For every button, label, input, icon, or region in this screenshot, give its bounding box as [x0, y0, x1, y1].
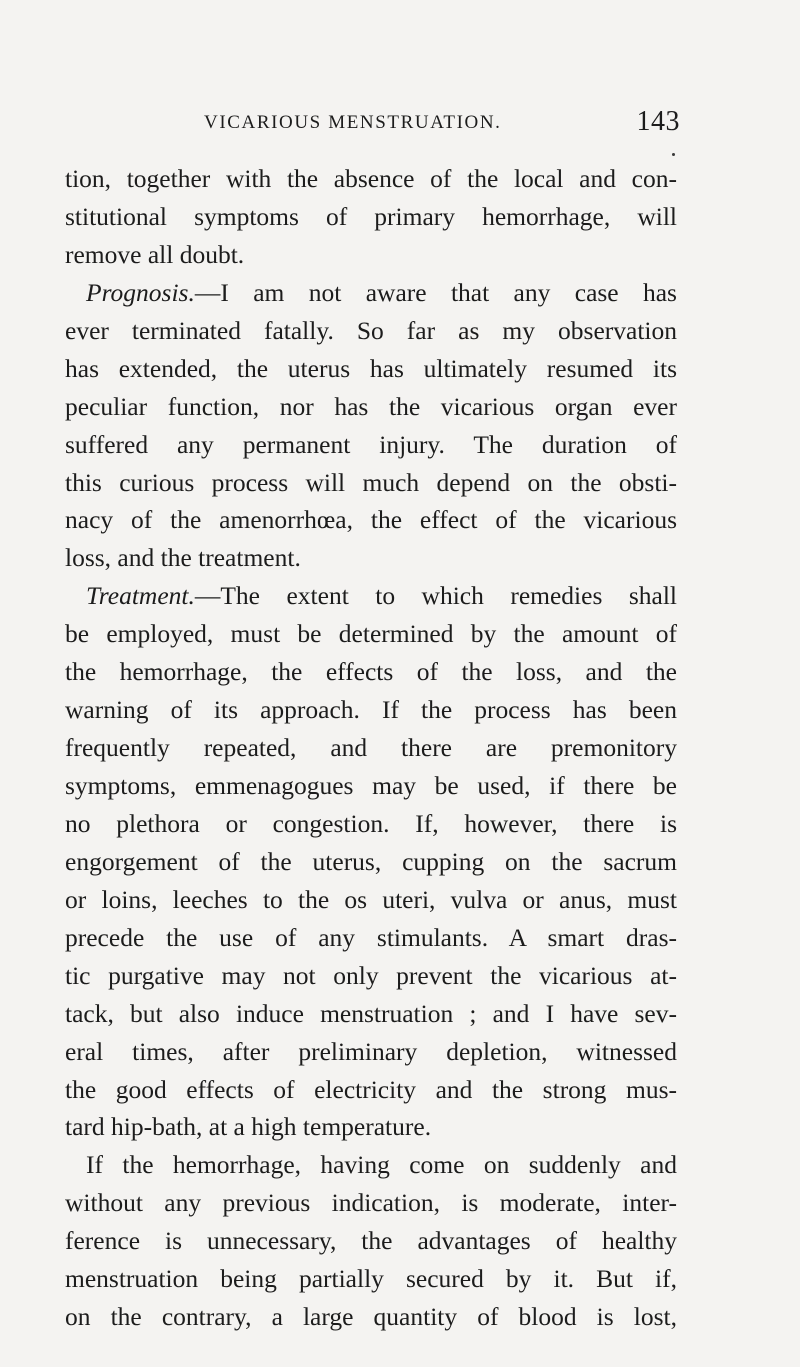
- text-line: symptoms, emmenagogues may be used, if there be: [65, 771, 677, 800]
- text-line: this curious process will much depend on the obsti-: [65, 467, 677, 497]
- text-line: eral times, after preliminary depletion, witnessed: [65, 1036, 677, 1066]
- text-line: peculiar function, nor has the vicarious organ ever: [65, 391, 677, 421]
- text-line: ference is unnecessary, the advantages of healthy: [65, 1226, 677, 1256]
- text-line: without any previous indication, is moderate, inter-: [65, 1188, 677, 1218]
- section-term-prognosis: Prognosis.: [86, 277, 195, 307]
- text-line: ever terminated fatally. So far as my observation: [65, 315, 677, 345]
- text-line: the good effects of electricity and the strong mus-: [65, 1074, 677, 1104]
- text-line: suffered any permanent injury. The duration of: [65, 429, 677, 459]
- text-line: [65, 577, 677, 615]
- text-line: loss, and the treatment.: [65, 543, 301, 573]
- text-line: or loins, leeches to the os uteri, vulva or anus, must: [65, 884, 677, 914]
- text-line: be employed, must be determined by the amount of: [65, 619, 677, 649]
- running-head: [204, 106, 680, 140]
- text-line: nacy of the amenorrhœa, the effect of the vicarious: [65, 505, 677, 535]
- text-line: on the contrary, a large quantity of blood is lost,: [65, 1302, 677, 1332]
- text-line: tard hip-bath, at a high temperature.: [65, 1112, 432, 1142]
- text-line: no plethora or congestion. If, however, there is: [65, 808, 677, 838]
- text-line: precede the use of any stimulants. A smart dras-: [65, 922, 677, 952]
- page-number: 143: [636, 106, 680, 137]
- text-line: engorgement of the uterus, cupping on the sacrum: [65, 846, 677, 876]
- body-text: [65, 160, 677, 1336]
- text-run: —The extent to which remedies shall: [194, 581, 677, 611]
- text-run: —I am not aware that any case has: [194, 277, 677, 307]
- text-line: the hemorrhage, the effects of the loss, and the: [65, 657, 677, 687]
- text-line: tack, but also induce menstruation ; and I have sev-: [65, 998, 677, 1028]
- text-line: If the hemorrhage, having come on suddenly and: [86, 1150, 677, 1180]
- text-line: warning of its approach. If the process has been: [65, 695, 677, 725]
- text-line: menstruation being partially secured by it. But if,: [65, 1264, 677, 1294]
- printer-mark: [672, 153, 675, 156]
- text-line: [65, 274, 677, 312]
- text-line: stitutional symptoms of primary hemorrhage, will: [65, 201, 677, 231]
- text-line: remove all doubt.: [65, 239, 245, 269]
- text-line: tion, together with the absence of the local and con-: [65, 164, 677, 193]
- section-term-treatment: Treatment.: [86, 581, 195, 611]
- running-title: VICARIOUS MENSTRUATION.: [204, 112, 502, 133]
- text-line: has extended, the uterus has ultimately resumed its: [65, 353, 677, 383]
- text-line: frequently repeated, and there are premonitory: [65, 733, 677, 763]
- text-line: tic purgative may not only prevent the vicarious at-: [65, 960, 677, 990]
